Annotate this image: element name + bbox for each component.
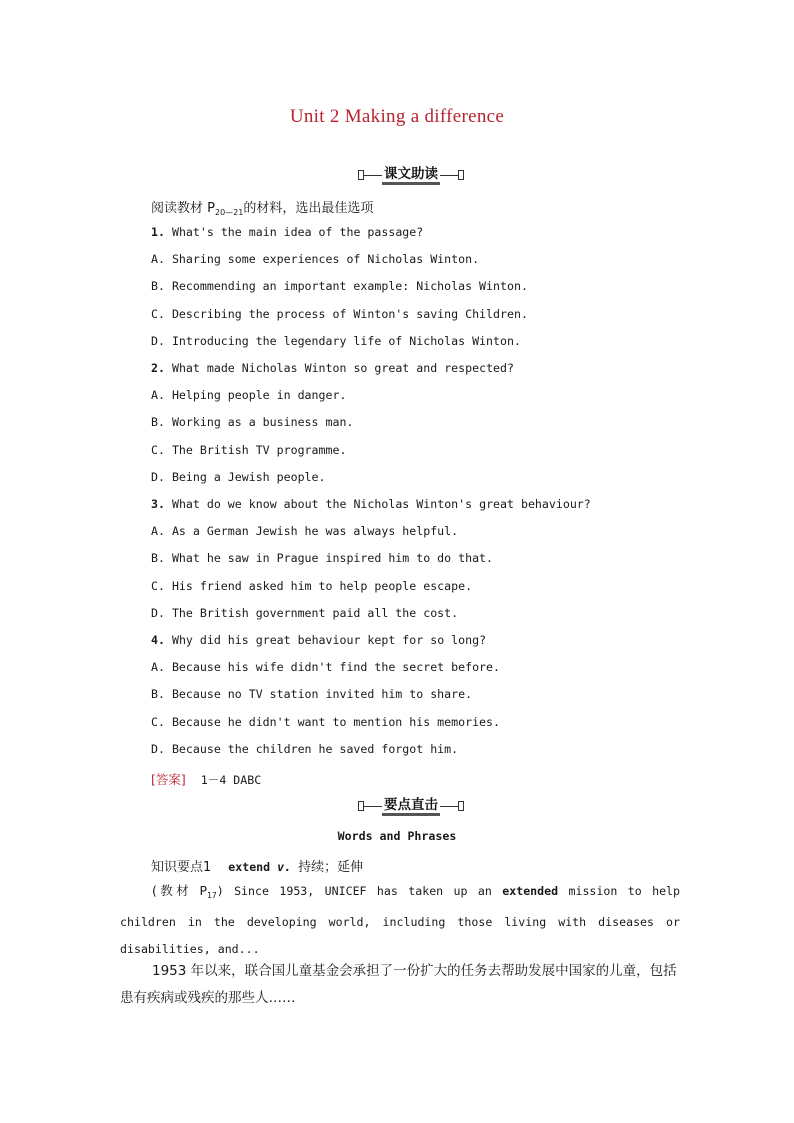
example-paragraph: (教材 $P_{17}$) Since 1953, UNICEF has taken up an extended mission to help children in the developing world, including those living with diseases or disabilities, and... [120,883,681,956]
section-badge-keypoints [358,796,464,816]
answer-option: D. The British government paid all the cost. [151,605,459,620]
question [151,225,423,239]
answer-option: B. Because no TV station invited him to share. [151,687,473,702]
question-number: 1. [151,225,165,239]
question-number: 2. [151,361,165,375]
question-text: What's the main idea of the passage? [171,225,424,239]
highlight-word: extended [502,884,559,898]
answer-option: C. Describing the process of Winton's saving Children. [151,306,528,321]
answer-option: A. Helping people in danger. [151,388,347,403]
answer-option: A. Sharing some experiences of Nicholas Winton. [151,252,480,267]
question-number: 3. [151,497,165,511]
section-badge-label: 要点直击 [382,797,440,816]
answer-option: B. Working as a business man. [151,415,354,430]
point-label: 知识要点1 [151,860,212,875]
answer-option: D. Being a Jewish people. [151,469,326,484]
section-badge-label: 课文助读 [382,166,440,185]
answer-option: C. The British TV programme. [151,442,347,457]
knowledge-point [151,856,363,875]
answer-label: [答案] [151,772,186,787]
question-text: Why did his great behaviour kept for so long? [171,633,487,647]
answer-option: D. Introducing the legendary life of Nicholas Winton. [151,333,521,348]
question-number: 4. [151,633,165,647]
answer-text: 1－4 DABC [200,773,262,787]
section-heading: Words and Phrases [337,829,457,843]
answer-option: D. Because the children he saved forgot him. [151,741,459,756]
answer-option: C. Because he didn't want to mention his memories. [151,714,501,729]
answer-line [151,770,261,788]
question [151,361,514,375]
point-word: extend [228,860,271,874]
answer-option: C. His friend asked him to help people escape. [151,578,473,593]
section-badge-reading [358,165,464,185]
answer-option: A. Because his wife didn't find the secret before. [151,660,501,675]
answer-option: A. As a German Jewish he was always helpful. [151,524,459,539]
answer-option: B. What he saw in Prague inspired him to do that. [151,551,494,566]
translation-paragraph: 1953 年以来，联合国儿童基金会承担了一份扩大的任务去帮助发展中国家的儿童，包括患有疾病或残疾的那些人…… [120,963,677,1006]
point-pos: v. [277,860,292,874]
question-text: What made Nicholas Winton so great and respected? [171,361,514,375]
instruction: 阅读教材 $P_{20—21}$的材料，选出最佳选项 [151,201,374,217]
answer-option: B. Recommending an important example: Nicholas Winton. [151,279,528,294]
page-title: Unit 2 Making a difference [289,106,505,127]
point-meaning: 持续；延伸 [298,860,364,875]
question [151,497,591,511]
question-text: What do we know about the Nicholas Winton's great behaviour? [171,497,591,511]
question [151,633,486,647]
